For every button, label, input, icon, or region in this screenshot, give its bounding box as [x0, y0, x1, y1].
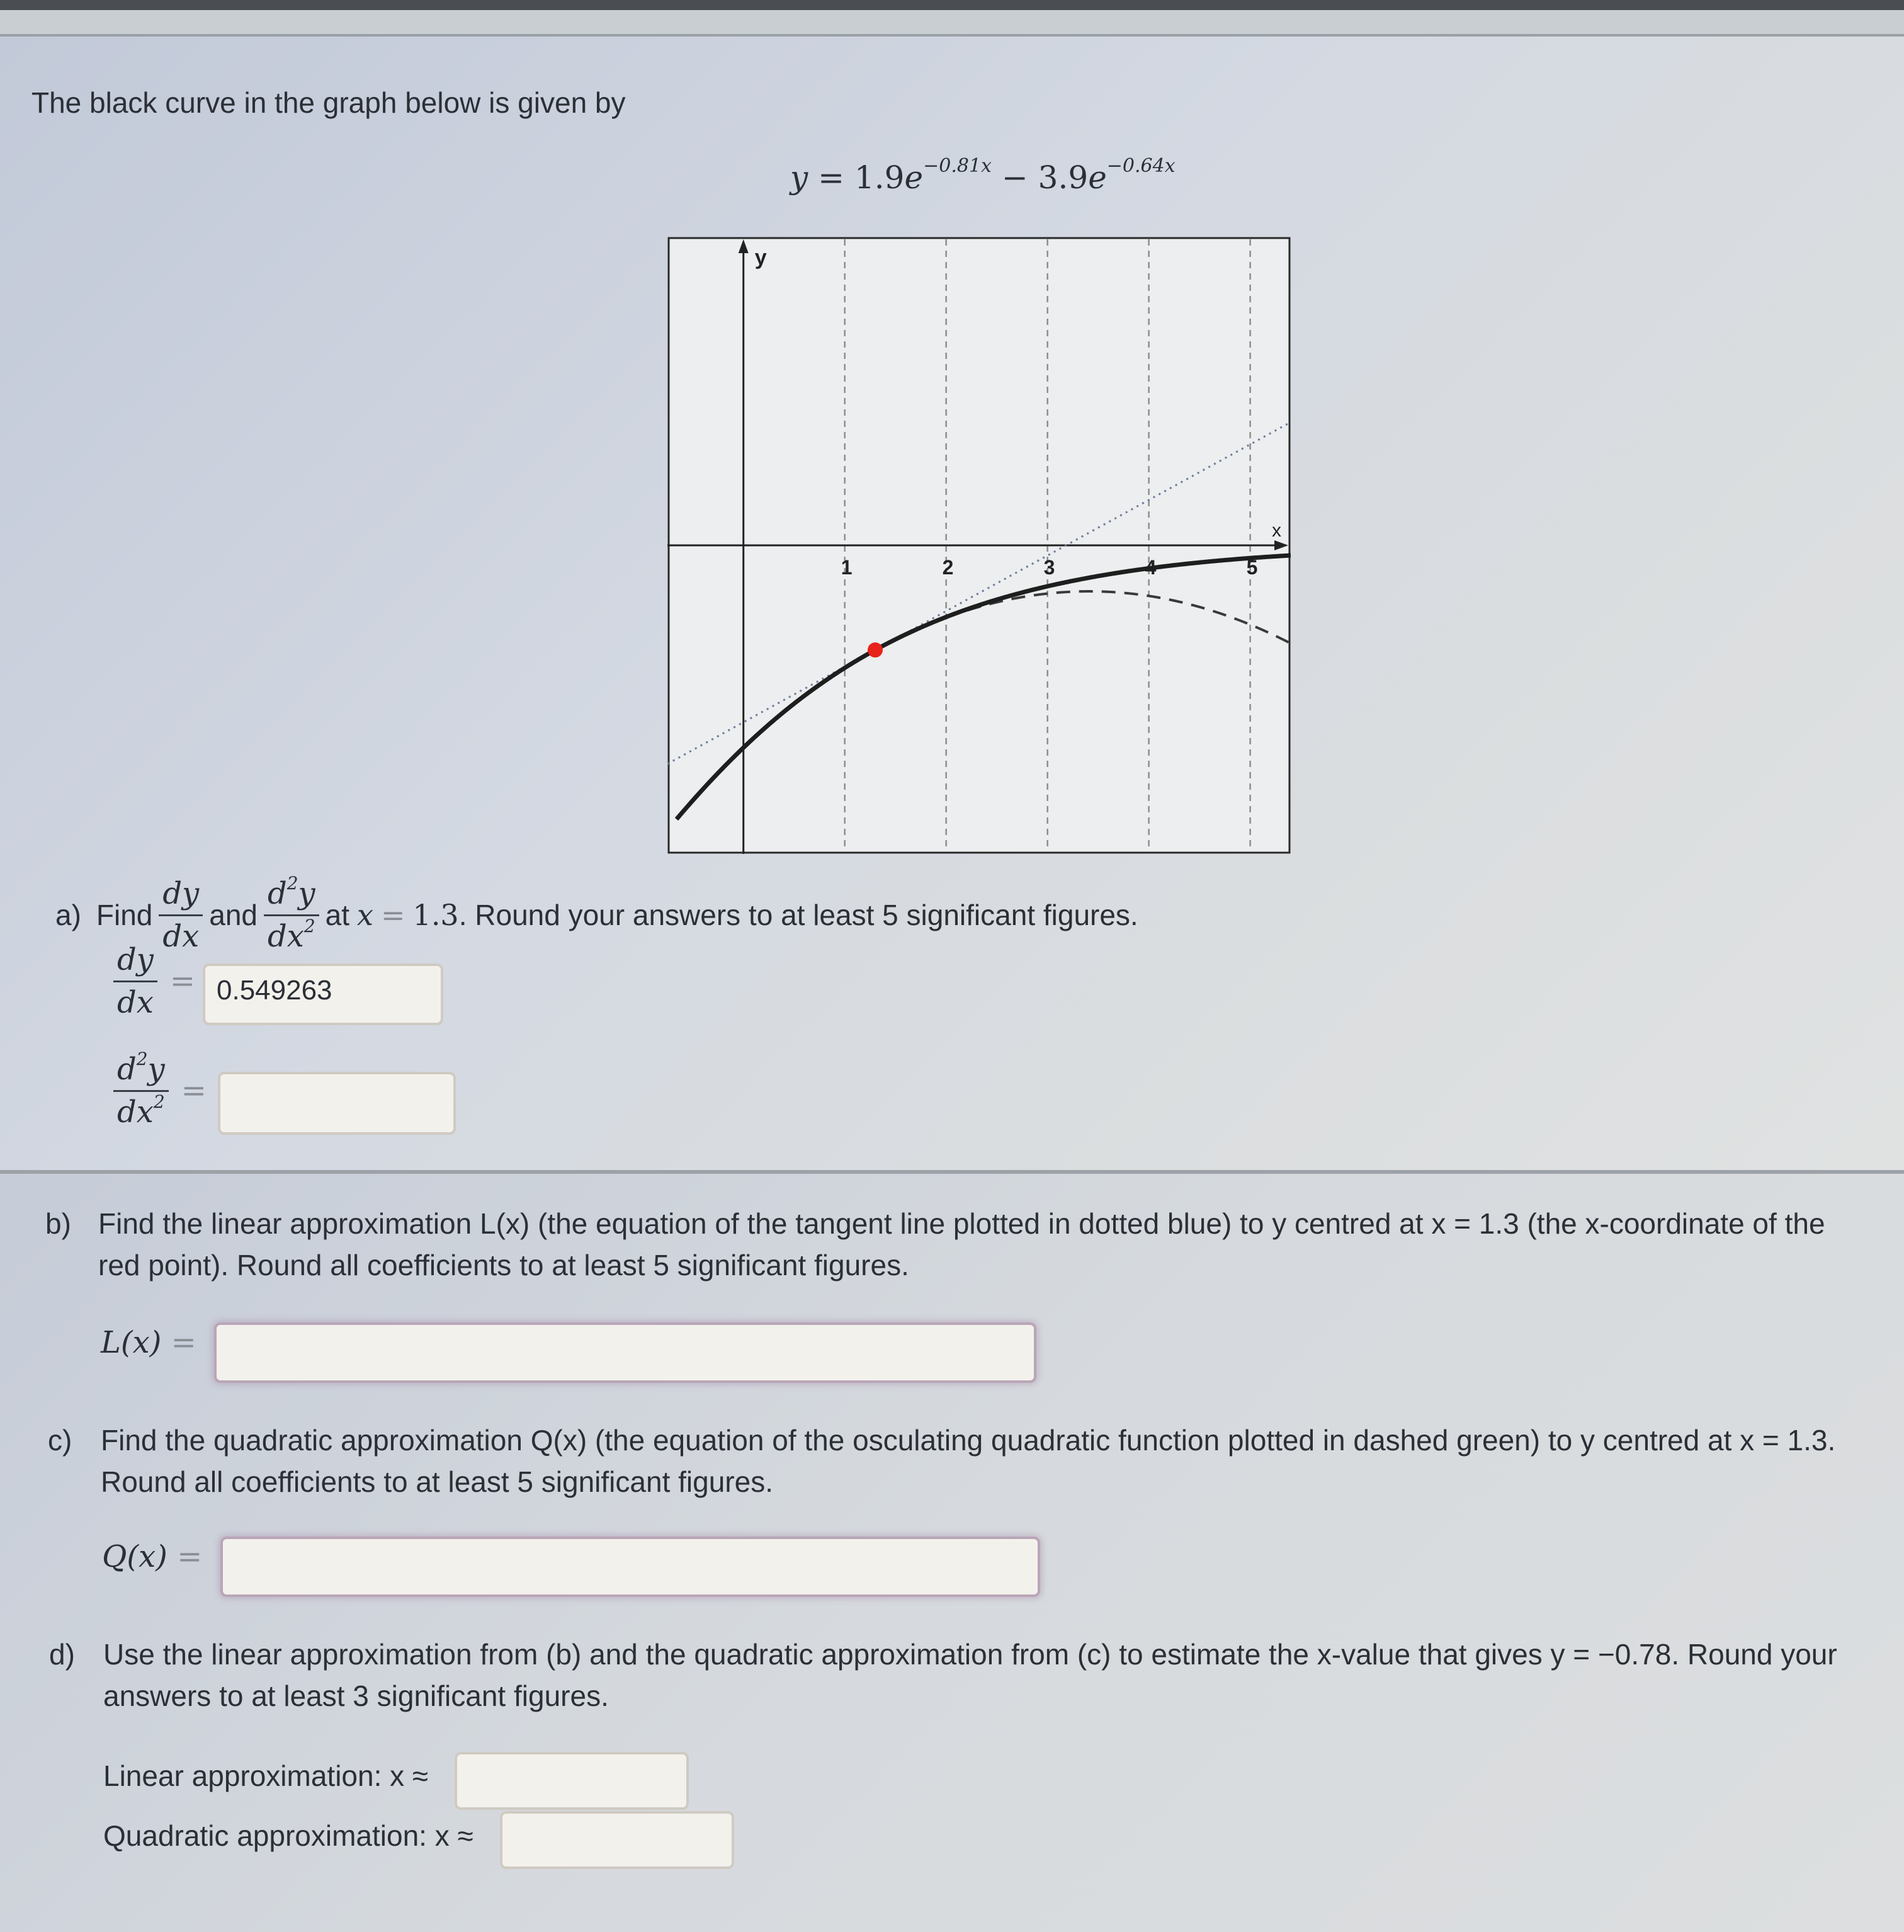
dydx-fraction	[159, 877, 203, 953]
d2ydx2-row	[107, 1048, 213, 1130]
linear-approx-label: Linear approximation: x ≈	[103, 1759, 429, 1792]
formula-exp1: −0.81x	[923, 155, 992, 178]
question-panel-b	[0, 1174, 1904, 1932]
formula-eq: =	[818, 159, 845, 196]
part-b-text: Find the linear approximation L(x) (the equation of the tangent line plotted in dotted blue) to y centred at x = 1.3 (the x-coordinate of the red point). Round all coefficients to at least 5 significant figures.	[98, 1207, 1825, 1281]
d2ydx2-eq: =	[181, 1073, 207, 1109]
quadratic-estimate-input[interactable]	[500, 1811, 734, 1869]
d2-label-num-y: y	[147, 1052, 165, 1087]
part-a-find: Find	[96, 899, 153, 932]
part-b-eq: =	[171, 1325, 196, 1360]
part-b-label	[101, 1325, 196, 1360]
d2ydx2-fraction	[264, 873, 319, 954]
x-tick-label: 5	[1246, 556, 1258, 579]
top-bar	[0, 0, 1904, 10]
dydx-num: dy	[159, 877, 203, 916]
part-a-instruction: . Round your answers to at least 5 significant figures.	[458, 899, 1138, 932]
question-panel-a	[0, 37, 1904, 1170]
part-a-question	[55, 873, 1138, 954]
red-point	[868, 642, 883, 657]
x-tick-label: 4	[1145, 556, 1157, 579]
part-a-eq: =	[381, 898, 405, 933]
function-graph	[667, 237, 1291, 854]
quadratic-approx-label: Quadratic approximation: x ≈	[103, 1819, 473, 1852]
d2-den-dx: dx	[268, 918, 304, 954]
formula-coef1: 1.9	[854, 159, 905, 196]
intro-text: The black curve in the graph below is given by	[31, 86, 626, 119]
formula-base1: e	[904, 159, 924, 196]
dydx-eq: =	[169, 963, 196, 999]
part-d-text: Use the linear approximation from (b) and the quadratic approximation from (c) to estimate the x-value that gives y = −0.78. Round your answers to at least 3 significant figures.	[103, 1638, 1837, 1712]
d2-label-num-sup: 2	[136, 1048, 148, 1069]
part-a-xvalue: 1.3	[412, 898, 459, 933]
formula-coef2: 3.9	[1038, 159, 1089, 196]
formula-exp2: −0.64x	[1106, 155, 1176, 178]
dydx-label	[113, 943, 157, 1020]
d2-num-d: d	[267, 876, 287, 911]
dydx-label-den: dx	[117, 984, 154, 1020]
d2-label-num-d: d	[117, 1052, 137, 1087]
d2ydx2-input[interactable]	[218, 1072, 456, 1135]
d2ydx2-label	[113, 1048, 169, 1130]
linear-estimate-input[interactable]	[455, 1752, 689, 1810]
dydx-label-num: dy	[113, 943, 157, 982]
dydx-input[interactable]: 0.549263	[203, 963, 443, 1025]
d2-den-sup: 2	[303, 915, 315, 936]
part-a-xvar: x	[357, 898, 373, 933]
part-b-letter: b)	[45, 1207, 71, 1240]
x-tick-label: 2	[942, 556, 954, 579]
part-a-and: and	[209, 899, 258, 932]
part-b-label-text: L(x)	[101, 1325, 162, 1360]
quadratic-approx-input[interactable]	[220, 1537, 1040, 1597]
part-d-letter: d)	[49, 1638, 75, 1671]
part-c-label-text: Q(x)	[102, 1539, 167, 1574]
x-tick-label: 1	[841, 556, 853, 579]
formula-base2: e	[1088, 159, 1107, 196]
function-formula	[790, 155, 1176, 196]
formula-minus: −	[1001, 159, 1028, 196]
formula-lhs: y	[790, 159, 808, 196]
part-c-letter: c)	[48, 1424, 72, 1457]
part-c-label	[102, 1539, 202, 1574]
part-a-at: at	[325, 899, 350, 932]
d2-label-den-dx: dx	[117, 1094, 154, 1130]
d2-num-sup: 2	[286, 873, 298, 894]
dydx-row	[107, 943, 201, 1020]
d2-label-den-sup: 2	[153, 1091, 165, 1112]
part-c-eq: =	[177, 1539, 203, 1574]
y-axis-label: y	[754, 246, 767, 270]
part-c-text: Find the quadratic approximation Q(x) (the equation of the osculating quadratic function plotted in dashed green) to y centred at x = 1.3. Round all coefficients to at least 5 significant figures.	[101, 1424, 1836, 1498]
d2-num-y: y	[298, 876, 315, 911]
x-axis-label: x	[1272, 520, 1281, 541]
x-tick-label: 3	[1043, 556, 1055, 579]
dydx-den: dx	[162, 918, 200, 954]
part-a-letter: a)	[55, 899, 81, 932]
linear-approx-input[interactable]	[214, 1322, 1036, 1383]
